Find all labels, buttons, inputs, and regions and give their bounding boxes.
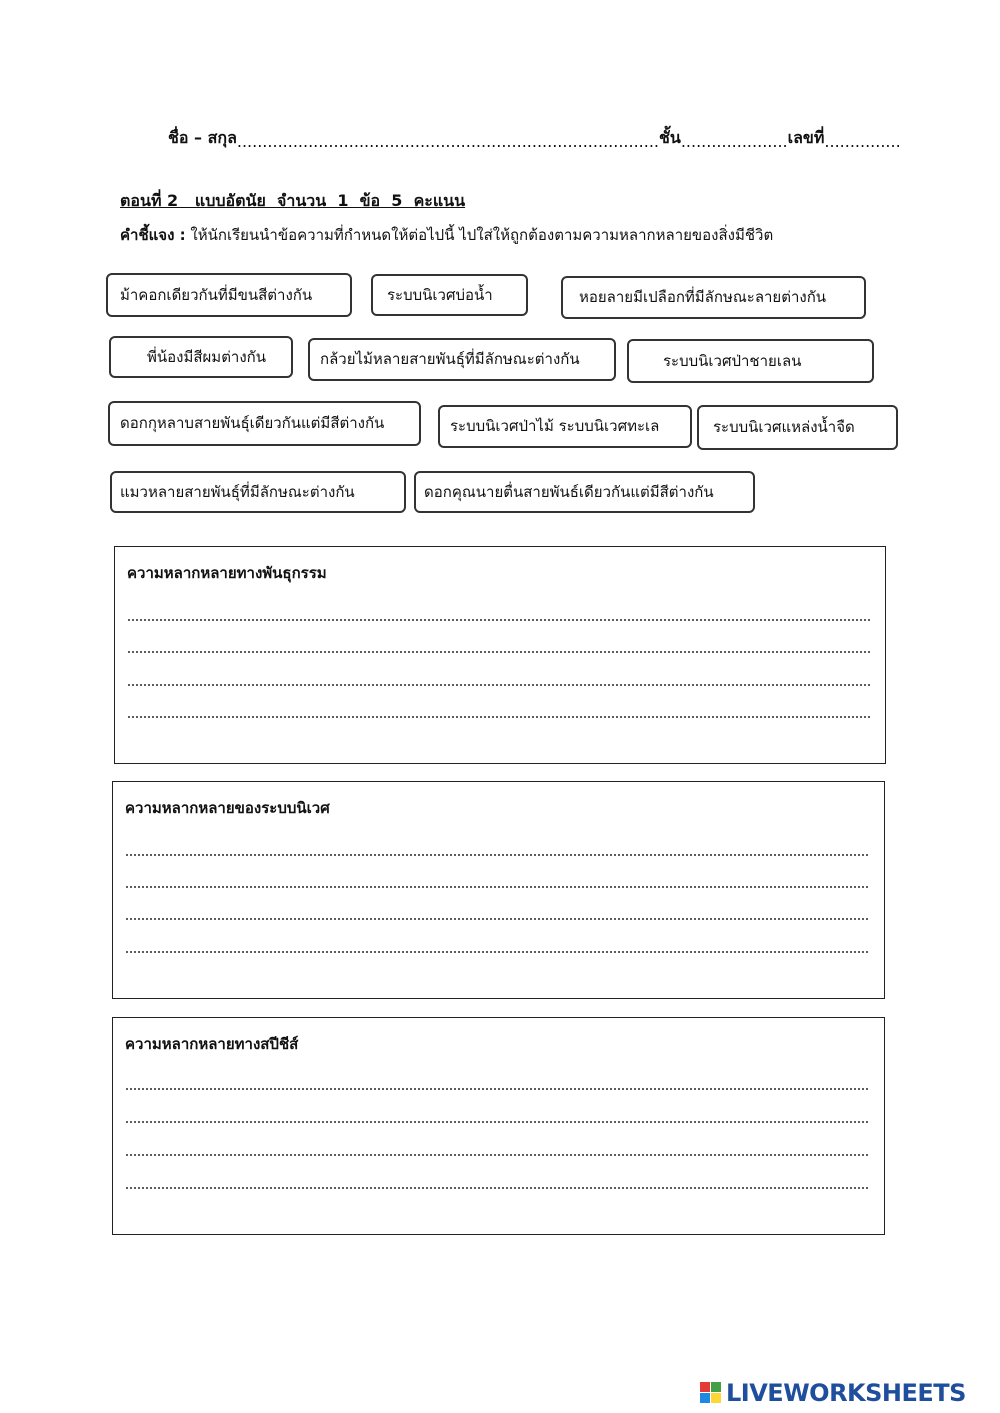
drag-card[interactable] bbox=[371, 274, 528, 316]
mark-square bbox=[700, 1382, 710, 1392]
drag-card[interactable] bbox=[438, 405, 692, 448]
card-label: หอยลายมีเปลือกที่มีลักษณะลายต่างกัน bbox=[579, 288, 827, 306]
answer-line bbox=[127, 651, 871, 653]
part-title: ตอนที่ 2 แบบอัตนัย จำนวน 1 ข้อ 5 คะแนน bbox=[120, 191, 466, 210]
card-label: ระบบนิเวศแหล่งน้ำจืด bbox=[713, 418, 855, 436]
instruction-label: คำชี้แจง : bbox=[120, 226, 186, 244]
drag-card[interactable] bbox=[414, 471, 755, 513]
student-info-line bbox=[168, 126, 901, 151]
card-label: พี่น้องมีสีผมต่างกัน bbox=[147, 347, 267, 366]
card-label: ดอกคุณนายตื่นสายพันธ์เดียวกันแต่มีสีต่างกัน bbox=[424, 482, 714, 501]
class-field[interactable]: ..................... bbox=[680, 132, 788, 151]
instruction bbox=[120, 223, 773, 247]
drag-card[interactable] bbox=[106, 273, 352, 317]
answer-line bbox=[127, 684, 871, 686]
card-label: กล้วยไม้หลายสายพันธุ์ที่มีลักษณะต่างกัน bbox=[320, 350, 580, 368]
name-label: ชื่อ – สกุล bbox=[168, 128, 237, 147]
card-label: ระบบนิเวศป่าชายเลน bbox=[663, 351, 802, 370]
box-title: ความหลากหลายทางสปีชีส์ bbox=[125, 1035, 299, 1053]
liveworksheets-logo bbox=[700, 1380, 966, 1406]
species-diversity-box[interactable] bbox=[112, 1017, 885, 1235]
drag-card[interactable] bbox=[627, 339, 874, 383]
answer-line bbox=[125, 918, 870, 920]
card-label: แมวหลายสายพันธุ์ที่มีลักษณะต่างกัน bbox=[120, 482, 355, 501]
class-label: ชั้น bbox=[659, 128, 681, 147]
answer-line bbox=[125, 951, 870, 953]
card-label: ระบบนิเวศบ่อน้ำ bbox=[387, 285, 493, 304]
answer-line bbox=[125, 1187, 870, 1189]
card-label: ม้าคอกเดียวกันที่มีขนสีต่างกัน bbox=[120, 285, 313, 304]
drag-card[interactable] bbox=[697, 405, 898, 450]
mark-square bbox=[711, 1393, 721, 1403]
genetic-diversity-box[interactable] bbox=[114, 546, 886, 764]
brand-text: LIVEWORKSHEETS bbox=[726, 1379, 966, 1407]
answer-line bbox=[125, 854, 870, 856]
liveworksheets-mark-icon bbox=[700, 1382, 722, 1404]
answer-line bbox=[127, 619, 871, 621]
mark-square bbox=[711, 1382, 721, 1392]
drag-card[interactable] bbox=[108, 401, 421, 446]
number-field[interactable]: ............... bbox=[824, 132, 901, 151]
box-title: ความหลากหลายของระบบนิเวศ bbox=[125, 799, 330, 817]
name-field[interactable]: ................................................................................... bbox=[236, 132, 660, 151]
mark-square bbox=[700, 1393, 710, 1403]
ecosystem-diversity-box[interactable] bbox=[112, 781, 885, 999]
instruction-text: ให้นักเรียนนำข้อความที่กำหนดให้ต่อไปนี้ ไปใส่ให้ถูกต้องตามความหลากหลายของสิ่งมีชีวิต bbox=[185, 226, 774, 244]
answer-line bbox=[125, 886, 870, 888]
answer-line bbox=[125, 1154, 870, 1156]
answer-line bbox=[125, 1088, 870, 1090]
card-label: ดอกกุหลาบสายพันธุ์เดียวกันแต่มีสีต่างกัน bbox=[120, 414, 385, 432]
answer-line bbox=[127, 716, 871, 718]
drag-card[interactable] bbox=[110, 471, 406, 513]
drag-card[interactable] bbox=[109, 336, 293, 378]
card-label: ระบบนิเวศป่าไม้ ระบบนิเวศทะเล bbox=[450, 417, 660, 435]
answer-line bbox=[125, 1121, 870, 1123]
number-label: เลขที่ bbox=[787, 128, 825, 147]
box-title: ความหลากหลายทางพันธุกรรม bbox=[127, 564, 327, 582]
drag-card[interactable] bbox=[561, 276, 866, 319]
drag-card[interactable] bbox=[308, 338, 616, 381]
